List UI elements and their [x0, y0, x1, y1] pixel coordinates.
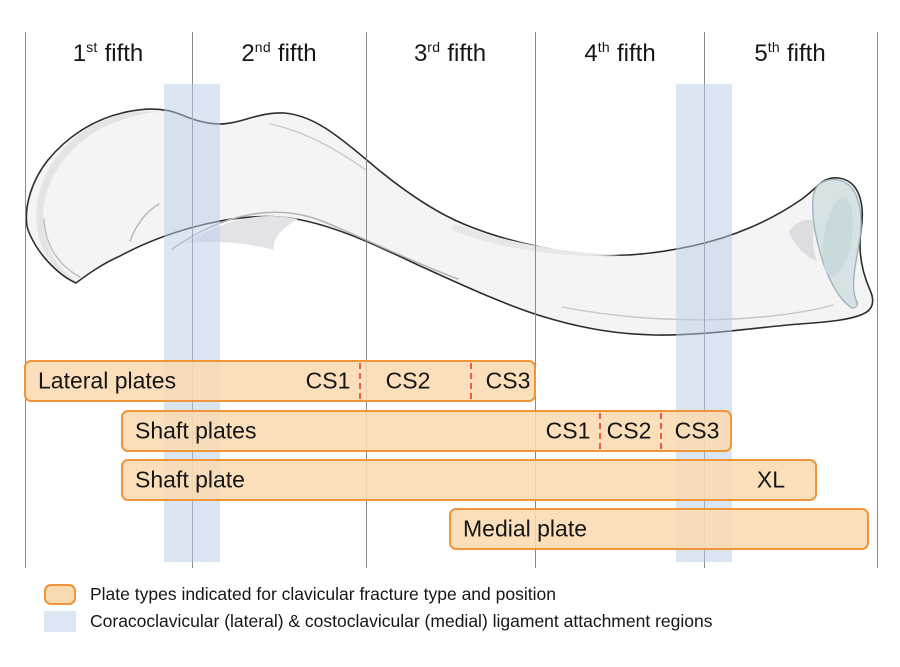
- legend: [44, 584, 712, 638]
- fifth-label-1: [73, 40, 144, 68]
- legend-row-ligament-regions: [44, 611, 712, 632]
- fifth-label-4: [584, 40, 655, 68]
- fifth-divider-line: [877, 32, 878, 568]
- plate-bar-title: Shaft plates: [135, 417, 257, 444]
- cs-segment-label: CS3: [485, 367, 531, 394]
- cs-segment-label: CS1: [545, 417, 591, 444]
- plate-bar-title: Shaft plate: [135, 466, 245, 493]
- legend-text-ligament-regions: Coracoclavicular (lateral) & costoclavicular (medial) ligament attachment regions: [90, 611, 713, 631]
- plate-type-swatch-icon: [44, 584, 76, 605]
- cs-divider: [470, 363, 472, 399]
- cs-divider: [660, 413, 662, 449]
- fifth-word: fifth: [616, 40, 656, 67]
- plate-bar-title: Medial plate: [463, 515, 588, 542]
- fifth-divider-line: [25, 32, 26, 568]
- plate-size-label: XL: [756, 466, 785, 493]
- cs-divider: [359, 363, 361, 399]
- fifth-ordinal: th: [767, 39, 780, 55]
- fifth-ordinal: th: [597, 39, 610, 55]
- fifth-number: 3: [413, 40, 428, 67]
- cs-segment-label: CS2: [385, 367, 431, 394]
- fifth-word: fifth: [786, 40, 826, 67]
- fifth-label-5: [754, 40, 825, 68]
- fifth-word: fifth: [447, 40, 487, 67]
- fifth-word: fifth: [104, 40, 144, 67]
- cs-segment-label: CS2: [606, 417, 652, 444]
- plate-bar-medial-plate: [449, 508, 869, 550]
- fifth-number: 4: [584, 40, 598, 67]
- fifth-ordinal: rd: [427, 39, 441, 55]
- cs-segment-label: CS3: [674, 417, 720, 444]
- fifth-label-2: [241, 40, 316, 68]
- clavicle-outline: [26, 109, 872, 335]
- fifth-ordinal: st: [86, 39, 98, 55]
- plate-bar-shaft-plates: [121, 410, 732, 452]
- plate-bar-lateral-plates: [24, 360, 536, 402]
- plate-bar-shaft-plate-xl: [121, 459, 817, 501]
- fifth-ordinal: nd: [254, 39, 271, 55]
- fifth-word: fifth: [277, 40, 317, 67]
- ligament-band-swatch-icon: [44, 611, 76, 632]
- cs-segment-label: CS1: [305, 367, 351, 394]
- fifth-label-3: [414, 40, 486, 68]
- fifth-number: 1: [72, 40, 87, 67]
- cs-divider: [599, 413, 601, 449]
- plate-bar-title: Lateral plates: [38, 367, 177, 394]
- legend-text-plate-types: Plate types indicated for clavicular fracture type and position: [90, 584, 556, 604]
- fifth-number: 5: [754, 40, 768, 67]
- fifth-number: 2: [241, 40, 255, 67]
- legend-row-plate-types: [44, 584, 712, 605]
